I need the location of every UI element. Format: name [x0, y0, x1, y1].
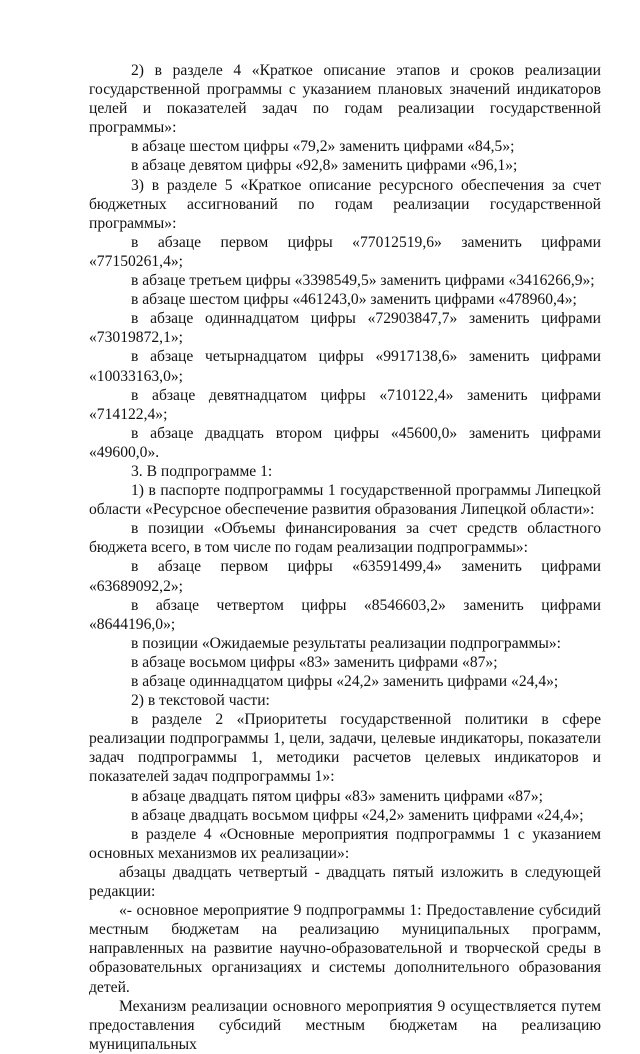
- paragraph-eighth-abzac: в абзаце восьмом цифры «83» заменить цифрами «87»;: [131, 653, 498, 671]
- paragraph-new-edition-intro: абзацы двадцать четвертый - двадцать пятый изложить в следующей редакции:: [89, 863, 601, 901]
- paragraph-sixth-abzac: в абзаце шестом цифры «79,2» заменить цифрами «84,5»;: [131, 138, 515, 156]
- paragraph-main-activity-9: «- основное мероприятие 9 подпрограммы 1: Предоставление субсидий местным бюджетам на реализацию муниципальных программ, направленных на развитие научно-образовательной и творческой среды в образовательных организациях и системы дополнительного образования детей.: [89, 902, 601, 996]
- paragraph-sixth-abzac-2: в абзаце шестом цифры «461243,0» заменить цифрами «478960,4»;: [131, 291, 577, 309]
- paragraph-ninth-abzac: в абзаце девятом цифры «92,8» заменить цифрами «96,1»;: [131, 157, 518, 175]
- paragraph-text-part: 2) в текстовой части:: [131, 692, 270, 710]
- paragraph-section4-amendment: 2) в разделе 4 «Краткое описание этапов и сроков реализации государственной программы с указанием плановых значений индикаторов целей и показателей задач по годам реализации государственной программы»:: [89, 62, 601, 137]
- paragraph-subprogram1-heading: 3. В подпрограмме 1:: [131, 462, 273, 480]
- paragraph-first-abzac-2: в абзаце первом цифры «63591499,4» заменить цифрами «63689092,2»;: [89, 558, 601, 595]
- paragraph-expected-results-position: в позиции «Ожидаемые результаты реализации подпрограммы»:: [131, 634, 561, 652]
- paragraph-mechanism-activity-9: Механизм реализации основного мероприятия 9 осуществляется путем предоставления субсидий местным бюджетам на реализацию муниципальных: [89, 997, 601, 1053]
- paragraph-eleventh-abzac: в абзаце одиннадцатом цифры «72903847,7» заменить цифрами «73019872,1»;: [89, 310, 601, 347]
- paragraph-third-abzac: в абзаце третьем цифры «3398549,5» заменить цифрами «3416266,9»;: [131, 272, 595, 290]
- paragraph-fourth-abzac: в абзаце четвертом цифры «8546603,2» заменить цифрами «8644196,0»;: [89, 596, 601, 633]
- paragraph-fourteenth-abzac: в абзаце четырнадцатом цифры «9917138,6» заменить цифрами «10033163,0»;: [89, 348, 601, 385]
- paragraph-twenty-eighth-abzac: в абзаце двадцать восьмом цифры «24,2» заменить цифрами «24,4»;: [131, 806, 584, 824]
- paragraph-twenty-fifth-abzac: в абзаце двадцать пятом цифры «83» заменить цифрами «87»;: [131, 787, 543, 805]
- paragraph-first-abzac: в абзаце первом цифры «77012519,6» заменить цифрами «77150261,4»;: [89, 233, 601, 270]
- paragraph-twenty-second-abzac: в абзаце двадцать втором цифры «45600,0» заменить цифрами «49600,0».: [89, 424, 601, 461]
- paragraph-section5-amendment: 3) в разделе 5 «Краткое описание ресурсного обеспечения за счет бюджетных ассигнований по годам реализации государственной программы»:: [89, 176, 601, 232]
- paragraph-nineteenth-abzac: в абзаце девятнадцатом цифры «710122,4» заменить цифрами «714122,4»;: [89, 386, 601, 423]
- paragraph-eleventh-abzac-2: в абзаце одиннадцатом цифры «24,2» заменить цифрами «24,4»;: [131, 673, 559, 690]
- paragraph-section4-main-activities: в разделе 4 «Основные мероприятия подпрограммы 1 с указанием основных механизмов их реализации»:: [89, 825, 601, 862]
- paragraph-financing-position: в позиции «Объемы финансирования за счет средств областного бюджета всего, в том числе по годам реализации подпрограммы»:: [89, 520, 601, 557]
- paragraph-section2-priorities: в разделе 2 «Приоритеты государственной политики в сфере реализации подпрограммы 1, цели, задачи, целевые индикаторы, показатели задач подпрограммы 1, методики расчетов целевых индикаторов и показателей задач подпрограммы 1»:: [89, 711, 601, 786]
- paragraph-passport-subprogram1: 1) в паспорте подпрограммы 1 государственной программы Липецкой области «Ресурсное обеспечение развития образования Липецкой области»:: [89, 482, 601, 519]
